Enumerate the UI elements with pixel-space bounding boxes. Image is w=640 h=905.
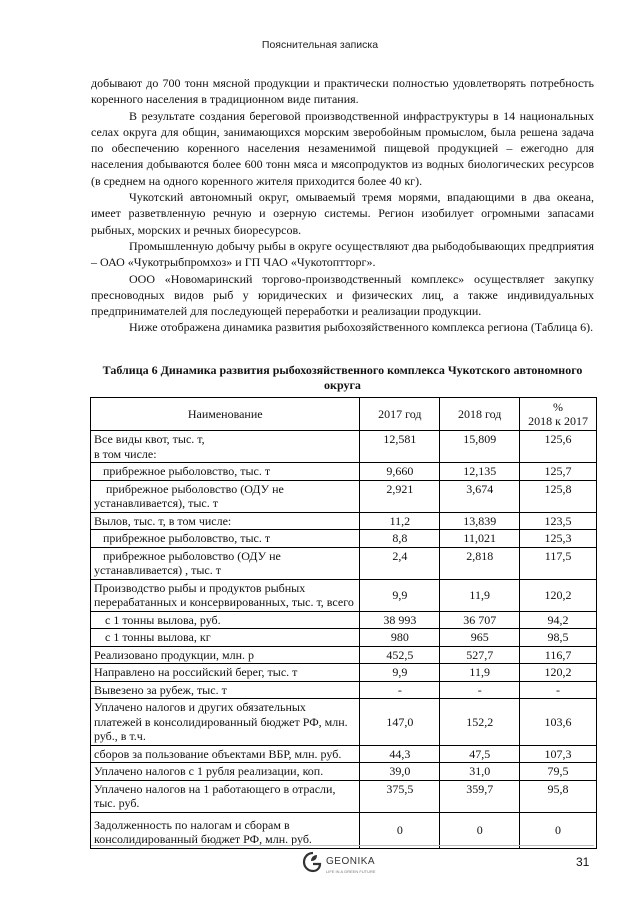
cell-2018: 2,818 xyxy=(440,547,520,579)
header-name: Наименование xyxy=(91,398,360,431)
cell-2018: 0 xyxy=(440,812,520,848)
cell-2018: 47,5 xyxy=(440,745,520,763)
table-row xyxy=(91,629,597,647)
cell-2018: 11,9 xyxy=(440,664,520,682)
cell-2017: 452,5 xyxy=(360,646,440,664)
paragraph: ООО «Новомаринский торгово-производственный комплекс» осуществляет закупку пресноводных видов рыб у юридических и физических лиц, а также индивидуальных предпринимателей для последующей переработки и реализации продукции. xyxy=(91,271,594,319)
cell-2018: 13,839 xyxy=(440,512,520,530)
row-name: Уплачено налогов на 1 работающего в отрасли, тыс. руб. xyxy=(91,780,360,812)
cell-percent: 117,5 xyxy=(520,547,597,579)
table-row xyxy=(91,681,597,699)
row-name-line: прибрежное рыболовство (ОДУ не xyxy=(103,548,281,563)
page-number: 31 xyxy=(576,855,590,869)
row-name: Направлено на российский берег, тыс. т xyxy=(91,664,360,682)
cell-2018: 527,7 xyxy=(440,646,520,664)
row-name-line: в том числе: xyxy=(94,446,157,461)
cell-percent: 125,6 xyxy=(520,431,597,463)
cell-2017: 9,660 xyxy=(360,463,440,481)
cell-2018: 15,809 xyxy=(440,431,520,463)
cell-2017: - xyxy=(360,681,440,699)
paragraph: Чукотский автономный округ, омываемый тремя морями, впадающими в два океана, имеет разветвленную речную и озерную системы. Регион изобилует огромными запасами рыбных, морских и речных биоресурсов. xyxy=(91,190,594,237)
cell-2017: 12,581 xyxy=(360,431,440,463)
row-name: Уплачено налогов с 1 рубля реализации, коп. xyxy=(91,763,360,781)
cell-2017: 38 993 xyxy=(360,611,440,629)
cell-2018: 36 707 xyxy=(440,611,520,629)
header-percent xyxy=(520,398,597,431)
table-header-row xyxy=(91,398,597,431)
cell-percent: - xyxy=(520,681,597,699)
header-2018: 2018 год xyxy=(440,398,520,431)
cell-percent: 116,7 xyxy=(520,646,597,664)
cell-2018: 152,2 xyxy=(440,699,520,746)
table-row xyxy=(91,579,597,611)
cell-2018: 965 xyxy=(440,629,520,647)
table-row xyxy=(91,699,597,746)
header-percent-sign: % xyxy=(553,399,564,414)
row-name xyxy=(91,547,360,579)
table-row xyxy=(91,463,597,481)
cell-2017: 147,0 xyxy=(360,699,440,746)
table-row xyxy=(91,745,597,763)
row-name xyxy=(91,480,360,512)
footer-divider xyxy=(91,845,594,846)
cell-2018: - xyxy=(440,681,520,699)
row-name: с 1 тонны вылова, руб. xyxy=(91,611,360,629)
row-name-line: устанавливается), тыс. т xyxy=(94,496,218,510)
table-row xyxy=(91,812,597,848)
table-row xyxy=(91,780,597,812)
cell-2017: 375,5 xyxy=(360,780,440,812)
page-header: Пояснительная записка xyxy=(261,39,379,51)
row-name: прибрежное рыболовство, тыс. т xyxy=(91,463,360,481)
paragraph: добывают до 700 тонн мясной продукции и практически полностью удовлетворять потребность коренного населения в традиционном виде питания. xyxy=(91,76,594,107)
cell-percent: 95,8 xyxy=(520,780,597,812)
cell-percent: 123,5 xyxy=(520,512,597,530)
paragraph: Промышленную добычу рыбы в округе осуществляют два рыбодобывающих предприятия – ОАО «Чукотрыбпромхоз» и ГП ЧАО «Чукотоптторг». xyxy=(91,238,594,270)
cell-2017: 44,3 xyxy=(360,745,440,763)
cell-percent: 98,5 xyxy=(520,629,597,647)
cell-2017: 9,9 xyxy=(360,579,440,611)
geonika-leaf-icon xyxy=(302,851,324,873)
cell-2018: 12,135 xyxy=(440,463,520,481)
row-name: прибрежное рыболовство, тыс. т xyxy=(91,530,360,548)
logo-text: GEONIKA xyxy=(326,856,376,867)
row-name: Уплачено налогов и других обязательных платежей в консолидированный бюджет РФ, млн. руб., в т.ч. xyxy=(91,699,360,746)
table-row xyxy=(91,530,597,548)
cell-percent: 125,8 xyxy=(520,480,597,512)
cell-percent: 107,3 xyxy=(520,745,597,763)
paragraph: Ниже отображена динамика развития рыбохозяйственного комплекса региона (Таблица 6). xyxy=(129,320,594,335)
cell-percent: 125,3 xyxy=(520,530,597,548)
row-name: сборов за пользование объектами ВБР, млн. руб. xyxy=(91,745,360,763)
cell-percent: 94,2 xyxy=(520,611,597,629)
fishery-table xyxy=(90,397,597,849)
cell-percent: 0 xyxy=(520,812,597,848)
paragraph: В результате создания береговой производственной инфраструктуры в 14 национальных селах округа для общин, занимающихся морским зверобойным промыслом, была решена задача по обеспечению коренного населения незаменимой пищевой продукцией – ежегодно для населения добываются более 600 тонн мяса и мясопродуктов из водных биологических ресурсов (в среднем на одного коренного жителя приходится более 40 кг). xyxy=(91,108,594,188)
table-row xyxy=(91,512,597,530)
cell-2018: 11,9 xyxy=(440,579,520,611)
row-name-line: устанавливается) , тыс. т xyxy=(94,563,221,577)
row-name-line: прибрежное рыболовство (ОДУ не xyxy=(106,481,284,496)
cell-2018: 11,021 xyxy=(440,530,520,548)
cell-2017: 0 xyxy=(360,812,440,848)
row-name: Вывезено за рубеж, тыс. т xyxy=(91,681,360,699)
row-name: Реализовано продукции, млн. р xyxy=(91,646,360,664)
row-name-line: Все виды квот, тыс. т, xyxy=(94,432,205,446)
cell-2018: 3,674 xyxy=(440,480,520,512)
header-percent-label: 2018 к 2017 xyxy=(528,414,588,428)
header-2017: 2017 год xyxy=(360,398,440,431)
row-name: Вылов, тыс. т, в том числе: xyxy=(91,512,360,530)
table-row xyxy=(91,763,597,781)
cell-2017: 2,4 xyxy=(360,547,440,579)
logo-tagline: LIFE IN A GREEN FUTURE xyxy=(326,869,376,874)
cell-percent: 120,2 xyxy=(520,664,597,682)
table-row xyxy=(91,646,597,664)
table-row xyxy=(91,431,597,463)
cell-percent: 103,6 xyxy=(520,699,597,746)
row-name: Задолженность по налогам и сборам в консолидированный бюджет РФ, млн. руб. xyxy=(91,812,360,848)
table-row xyxy=(91,547,597,579)
body-text xyxy=(91,75,594,336)
table-row xyxy=(91,480,597,512)
cell-2017: 8,8 xyxy=(360,530,440,548)
cell-percent: 125,7 xyxy=(520,463,597,481)
row-name: Производство рыбы и продуктов рыбных перерабатанных и консервированных, тыс. т, всего xyxy=(91,579,360,611)
row-name xyxy=(91,431,360,463)
row-name: с 1 тонны вылова, кг xyxy=(91,629,360,647)
table-row xyxy=(91,611,597,629)
cell-percent: 79,5 xyxy=(520,763,597,781)
table-caption: Таблица 6 Динамика развития рыбохозяйственного комплекса Чукотского автономного округа xyxy=(102,363,583,392)
geonika-logo xyxy=(302,851,392,887)
cell-2017: 980 xyxy=(360,629,440,647)
cell-2018: 359,7 xyxy=(440,780,520,812)
cell-2017: 9,9 xyxy=(360,664,440,682)
cell-2017: 39,0 xyxy=(360,763,440,781)
cell-2018: 31,0 xyxy=(440,763,520,781)
table-row xyxy=(91,664,597,682)
cell-percent: 120,2 xyxy=(520,579,597,611)
cell-2017: 11,2 xyxy=(360,512,440,530)
cell-2017: 2,921 xyxy=(360,480,440,512)
